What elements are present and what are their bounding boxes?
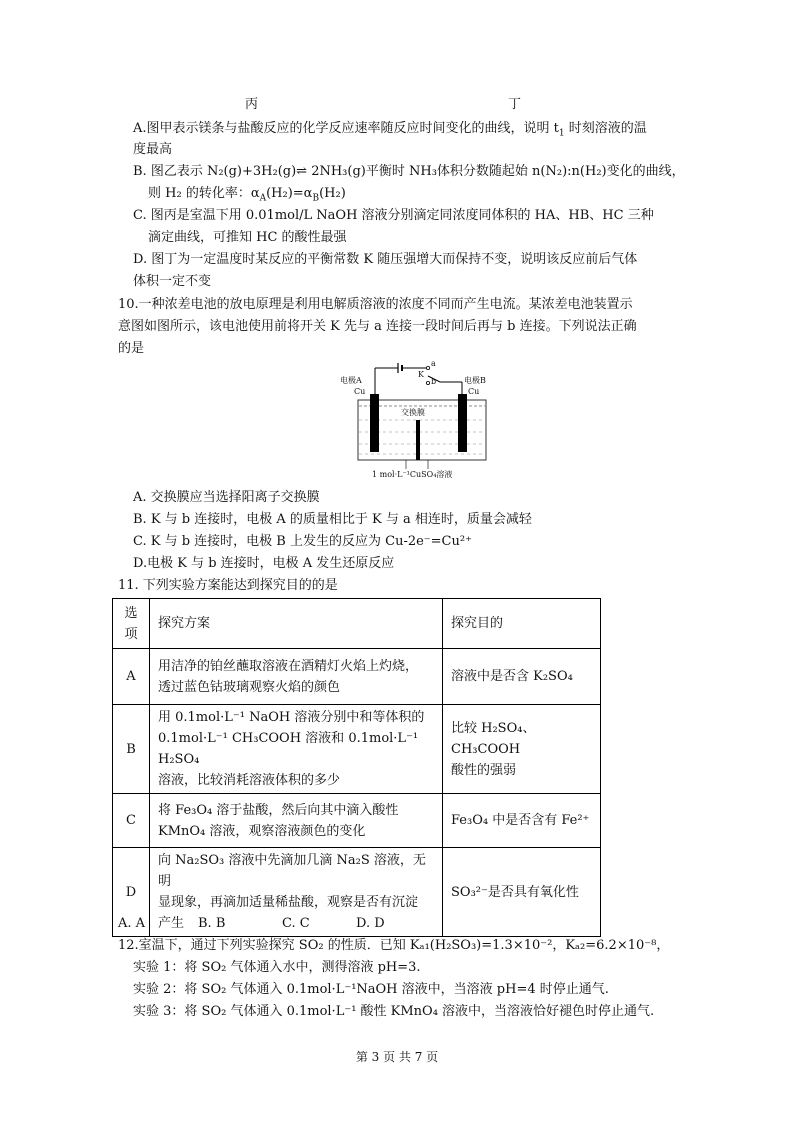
q9-option-d-line2: 体积一定不变 xyxy=(133,274,212,289)
row-goal: 溶液中是否含 K₂SO₄ xyxy=(443,649,601,705)
q9-option-a-line2: 度最高 xyxy=(133,142,173,157)
row-goal: SO₃²⁻是否具有氧化性 xyxy=(443,848,601,937)
q10-option-b: B. K 与 b 连接时，电极 A 的质量相比于 K 与 a 相连时，质量会减轻 xyxy=(133,512,532,527)
cu-left-label: Cu xyxy=(354,387,366,396)
q10-stem-line2: 意图如图所示，该电池使用前将开关 K 先与 a 连接一段时间后再与 b 连接。下列说法正确 xyxy=(118,319,637,334)
electrode-a-label: 电极A xyxy=(340,376,362,385)
row-goal: Fe₃O₄ 中是否含有 Fe²⁺ xyxy=(443,794,601,848)
q9-option-c-line2: 滴定曲线，可推知 HC 的酸性最强 xyxy=(148,230,347,245)
q11-choice-b: B. B xyxy=(198,916,226,931)
q10-option-a: A. 交换膜应当选择阳离子交换膜 xyxy=(133,490,320,505)
row-option: D xyxy=(113,848,150,937)
electrode-b-label: 电极B xyxy=(464,376,486,385)
table-row xyxy=(113,649,601,705)
q12-stem: 12.室温下，通过下列实验探究 SO₂ 的性质．已知 Kₐ₁(H₂SO₃)=1.3×10⁻²，Kₐ₂=6.2×10⁻⁸， xyxy=(118,938,670,953)
figure-label-bing: 丙 xyxy=(245,97,259,112)
q11-choices xyxy=(118,915,385,933)
header-plan: 探究方案 xyxy=(150,599,443,649)
q10-option-d: D.电极 K 与 b 连接时，电极 A 发生还原反应 xyxy=(133,556,395,571)
switch-k-label: K xyxy=(418,370,424,379)
table-header-row xyxy=(113,599,601,649)
position-a-label: a xyxy=(431,359,436,368)
table-row xyxy=(113,705,601,794)
row-plan: 将 Fe₃O₄ 溶于盐酸，然后向其中滴入酸性 KMnO₄ 溶液，观察溶液颜色的变化 xyxy=(150,794,443,848)
q9-option-c-line1: C. 图丙是室温下用 0.01mol/L NaOH 溶液分别滴定同浓度同体积的 HA、HB、HC 三种 xyxy=(133,208,654,223)
concentration-cell-figure xyxy=(336,356,496,486)
header-option: 选 项 xyxy=(113,599,150,649)
row-goal: 比较 H₂SO₄、CH₃COOH 酸性的强弱 xyxy=(443,705,601,794)
position-b-label: b xyxy=(431,377,437,386)
q10-option-c: C. K 与 b 连接时，电极 B 上发生的反应为 Cu-2e⁻=Cu²⁺ xyxy=(133,534,472,549)
row-plan: 用 0.1mol·L⁻¹ NaOH 溶液分别中和等体积的 0.1mol·L⁻¹ CH₃COOH 溶液和 0.1mol·L⁻¹ H₂SO₄ 溶液，比较消耗溶液体积的多少 xyxy=(150,705,443,794)
q9-option-b-line2: 则 H₂ 的转化率：$\alpha_A(H_2)=\alpha_B(H_2)$ xyxy=(148,186,346,204)
q9-option-a-line1: A.图甲表示镁条与盐酸反应的化学反应速率随反应时间变化的曲线，说明 $t_1$ 时刻溶液的温 xyxy=(133,121,647,139)
q9-option-b-line1: B. 图乙表示 N₂(g)+3H₂(g)⇌ 2NH₃(g)平衡时 NH₃体积分数随起始 n(N₂):n(H₂)变化的曲线， xyxy=(133,164,685,179)
q10-stem-line3: 的是 xyxy=(118,341,145,356)
row-option: C xyxy=(113,794,150,848)
row-option: A xyxy=(113,649,150,705)
solution-label: 1 mol·L⁻¹CuSO₄溶液 xyxy=(372,470,453,479)
q12-experiment-2: 实验 2：将 SO₂ 气体通入 0.1mol·L⁻¹NaOH 溶液中，当溶液 pH=4 时停止通气. xyxy=(133,982,609,997)
row-plan: 向 Na₂SO₃ 溶液中先滴加几滴 Na₂S 溶液，无明 显现象，再滴加适量稀盐酸，观察是否有沉淀 产生 xyxy=(150,848,443,937)
row-option: B xyxy=(113,705,150,794)
cu-right-label: Cu xyxy=(468,387,480,396)
table-row xyxy=(113,794,601,848)
q12-experiment-3: 实验 3：将 SO₂ 气体通入 0.1mol·L⁻¹ 酸性 KMnO₄ 溶液中，当溶液恰好褪色时停止通气. xyxy=(133,1004,655,1019)
header-goal: 探究目的 xyxy=(443,599,601,649)
q11-choice-d: D. D xyxy=(356,916,385,931)
q12-experiment-1: 实验 1：将 SO₂ 气体通入水中，测得溶液 pH=3. xyxy=(133,960,421,975)
q11-table xyxy=(112,598,601,937)
figure-label-ding: 丁 xyxy=(508,97,522,112)
membrane-label: 交换膜 xyxy=(401,408,425,417)
q9-option-d-line1: D. 图丁为一定温度时某反应的平衡常数 K 随压强增大而保持不变，说明该反应前后气体 xyxy=(133,252,638,267)
row-plan: 用洁净的铂丝蘸取溶液在酒精灯火焰上灼烧， 透过蓝色钴玻璃观察火焰的颜色 xyxy=(150,649,443,705)
q11-stem: 11. 下列实验方案能达到探究目的的是 xyxy=(118,578,338,593)
q11-choice-a: A. A xyxy=(118,916,146,931)
q10-stem-line1: 10.一种浓差电池的放电原理是利用电解质溶液的浓度不同而产生电流。某浓差电池装置示 xyxy=(118,297,633,312)
page-footer: 第 3 页 共 7 页 xyxy=(355,1050,439,1064)
q11-choice-c: C. C xyxy=(282,916,310,931)
